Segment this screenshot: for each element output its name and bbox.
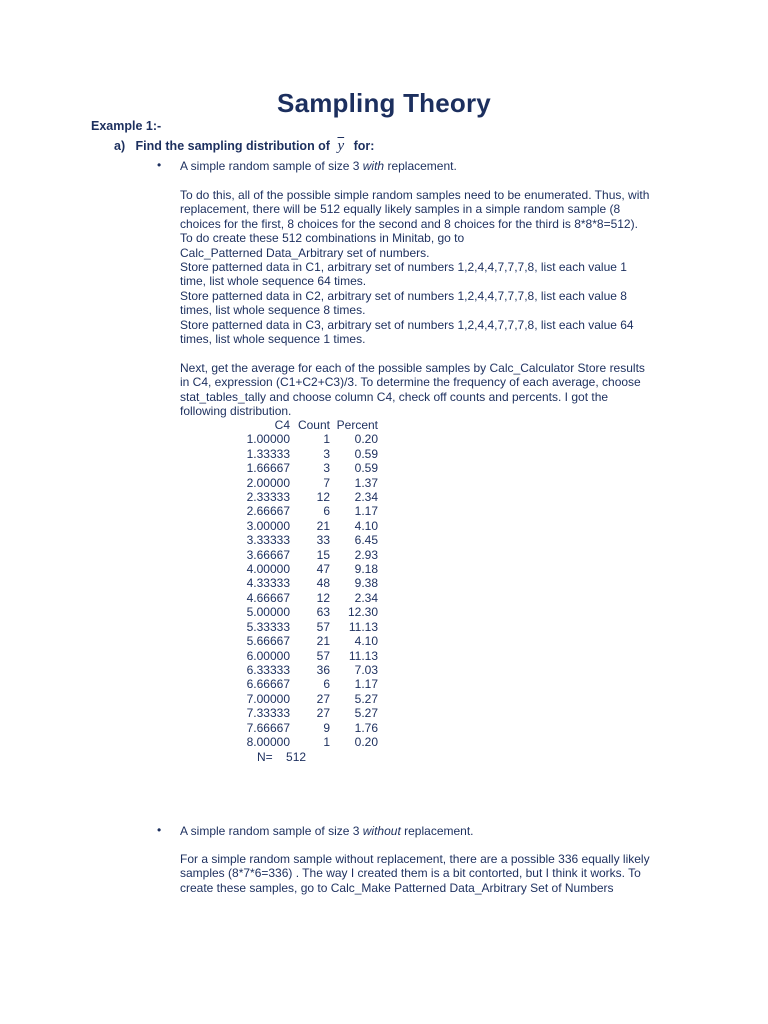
table-row	[240, 504, 378, 518]
example-label: Example 1:-	[91, 119, 162, 133]
table-row	[240, 447, 378, 461]
tally-header-row	[240, 418, 378, 432]
paragraph-line: time, list whole sequence 64 times.	[180, 274, 367, 289]
tally-cell-count: 33	[316, 533, 330, 548]
tally-cell-count: 21	[316, 518, 330, 533]
table-row	[240, 663, 378, 677]
paragraph-line: samples (8*7*6=336) . The way I created them is a bit contorted, but I think it works. To	[180, 866, 641, 881]
tally-cell-count: 9	[323, 720, 330, 735]
table-row	[240, 576, 378, 590]
table-row	[240, 692, 378, 706]
table-row	[240, 677, 378, 691]
table-row	[240, 721, 378, 735]
tally-cell-c4: 3.33333	[246, 533, 290, 548]
tally-cell-count: 3	[323, 461, 330, 476]
table-row	[240, 548, 378, 562]
tally-cell-count: 57	[316, 619, 330, 634]
tally-cell-count: 1	[323, 734, 330, 749]
tally-cell-count: 21	[316, 634, 330, 649]
paragraph-line: create these samples, go to Calc_Make Patterned Data_Arbitrary Set of Numbers	[180, 880, 614, 895]
bullet1-text: A simple random sample of size 3 with replacement.	[180, 159, 457, 173]
paragraph-line: To do create these 512 combinations in Minitab, go to	[180, 231, 465, 246]
tally-cell-percent: 1.76	[354, 720, 378, 735]
tally-cell-percent: 0.59	[354, 446, 378, 461]
part-a-heading-end: for:	[353, 139, 375, 153]
tally-cell-count: 12	[316, 590, 330, 605]
tally-total	[257, 750, 306, 764]
tally-cell-c4: 8.00000	[246, 734, 290, 749]
tally-cell-percent: 0.20	[354, 734, 378, 749]
paragraph-line: Store patterned data in C3, arbitrary set of numbers 1,2,4,4,7,7,7,8, list each value 64	[180, 317, 634, 332]
tally-cell-count: 47	[316, 562, 330, 577]
tally-cell-percent: 9.18	[354, 562, 378, 577]
tally-cell-percent: 6.45	[354, 533, 378, 548]
tally-cell-percent: 12.30	[347, 605, 378, 620]
part-a-heading-text: Find the sampling distribution of	[135, 139, 330, 153]
paragraph-average	[180, 361, 680, 419]
tally-cell-count: 27	[316, 691, 330, 706]
tally-cell-percent: 9.38	[354, 576, 378, 591]
tally-cell-count: 57	[316, 648, 330, 663]
tally-cell-count: 36	[316, 662, 330, 677]
tally-cell-c4: 4.66667	[246, 590, 290, 605]
tally-cell-c4: 5.33333	[246, 619, 290, 634]
paragraph-line: Store patterned data in C2, arbitrary set of numbers 1,2,4,4,7,7,7,8, list each value 8	[180, 288, 627, 303]
tally-cell-c4: 3.00000	[246, 518, 290, 533]
tally-cell-count: 63	[316, 605, 330, 620]
table-row	[240, 649, 378, 663]
tally-cell-percent: 2.34	[354, 590, 378, 605]
tally-header-percent: Percent	[336, 418, 378, 432]
tally-cell-percent: 2.34	[354, 490, 378, 505]
tally-cell-percent: 5.27	[354, 691, 378, 706]
tally-cell-c4: 4.00000	[246, 562, 290, 577]
tally-cell-c4: 5.66667	[246, 634, 290, 649]
tally-cell-percent: 5.27	[354, 706, 378, 721]
paragraph-line: times, list whole sequence 8 times.	[180, 303, 366, 318]
table-row	[240, 706, 378, 720]
bullet1-emphasis: with	[362, 159, 385, 173]
paragraph-line: For a simple random sample without replacement, there are a possible 336 equally likely	[180, 852, 650, 866]
bullet2-emphasis: without	[362, 824, 401, 838]
tally-cell-c4: 7.33333	[246, 706, 290, 721]
table-row	[240, 476, 378, 490]
tally-cell-percent: 1.17	[354, 504, 378, 519]
tally-cell-c4: 3.66667	[246, 547, 290, 562]
paragraph-line: Store patterned data in C1, arbitrary set of numbers 1,2,4,4,7,7,7,8, list each value 1	[180, 260, 627, 275]
table-row	[240, 735, 378, 749]
tally-cell-percent: 4.10	[354, 518, 378, 533]
tally-cell-count: 27	[316, 706, 330, 721]
bullet2-text: A simple random sample of size 3 without replacement.	[180, 824, 474, 838]
paragraph-line: Next, get the average for each of the possible samples by Calc_Calculator Store results	[180, 361, 645, 375]
tally-cell-count: 7	[323, 475, 330, 490]
tally-header-c4: C4	[274, 418, 290, 432]
tally-cell-percent: 7.03	[354, 662, 378, 677]
bullet-marker: •	[157, 823, 162, 837]
tally-cell-c4: 6.33333	[246, 662, 290, 677]
tally-cell-percent: 0.59	[354, 461, 378, 476]
tally-cell-count: 12	[316, 490, 330, 505]
tally-cell-c4: 1.00000	[246, 432, 290, 447]
tally-cell-count: 6	[323, 677, 330, 692]
table-row	[240, 562, 378, 576]
paragraph-line: following distribution.	[180, 404, 292, 419]
part-a-heading	[114, 138, 374, 155]
tally-cell-c4: 7.00000	[246, 691, 290, 706]
paragraph-line: in C4, expression (C1+C2+C3)/3. To determine the frequency of each average, choose	[180, 375, 641, 390]
tally-cell-c4: 1.66667	[246, 461, 290, 476]
tally-table	[240, 418, 378, 749]
tally-cell-percent: 2.93	[354, 547, 378, 562]
tally-cell-count: 3	[323, 446, 330, 461]
paragraph-without-replacement	[180, 852, 680, 895]
tally-cell-percent: 1.17	[354, 677, 378, 692]
bullet-marker: •	[157, 158, 162, 172]
tally-cell-c4: 6.00000	[246, 648, 290, 663]
tally-cell-c4: 5.00000	[246, 605, 290, 620]
tally-cell-count: 6	[323, 504, 330, 519]
tally-cell-percent: 4.10	[354, 634, 378, 649]
table-row	[240, 620, 378, 634]
table-row	[240, 490, 378, 504]
table-row	[240, 519, 378, 533]
y-bar-symbol: $\overline{y}$	[337, 138, 345, 154]
table-row	[240, 605, 378, 619]
paragraph-line: Calc_Patterned Data_Arbitrary set of numbers.	[180, 245, 430, 260]
tally-cell-c4: 7.66667	[246, 720, 290, 735]
tally-cell-c4: 2.00000	[246, 475, 290, 490]
tally-cell-count: 1	[323, 432, 330, 447]
tally-cell-c4: 2.33333	[246, 490, 290, 505]
page-title: Sampling Theory	[277, 88, 491, 118]
tally-cell-percent: 0.20	[354, 432, 378, 447]
tally-cell-c4: 6.66667	[246, 677, 290, 692]
paragraph-with-replacement	[180, 188, 680, 346]
tally-n-value: 512	[286, 750, 307, 764]
table-row	[240, 533, 378, 547]
tally-cell-c4: 1.33333	[246, 446, 290, 461]
tally-n-label: N=	[257, 750, 273, 764]
tally-cell-percent: 11.13	[348, 648, 378, 663]
table-row	[240, 634, 378, 648]
tally-header-count: Count	[297, 418, 330, 432]
table-row	[240, 461, 378, 475]
paragraph-line: To do this, all of the possible simple random samples need to be enumerated. Thus, with	[180, 188, 650, 202]
paragraph-line: times, list whole sequence 1 times.	[180, 332, 366, 347]
paragraph-line: replacement, there will be 512 equally likely samples in a simple random sample (8	[180, 202, 621, 217]
tally-cell-percent: 1.37	[354, 475, 378, 490]
paragraph-line: choices for the first, 8 choices for the second and 8 choices for the third is 8*8*8=512).	[180, 216, 638, 231]
table-row	[240, 432, 378, 446]
tally-cell-count: 48	[316, 576, 330, 591]
paragraph-line: stat_tables_tally and choose column C4, check off counts and percents. I got the	[180, 389, 609, 404]
tally-cell-percent: 11.13	[348, 619, 378, 634]
tally-cell-c4: 4.33333	[246, 576, 290, 591]
part-a-marker: a)	[114, 139, 126, 153]
table-row	[240, 591, 378, 605]
tally-cell-c4: 2.66667	[246, 504, 290, 519]
tally-cell-count: 15	[316, 547, 330, 562]
